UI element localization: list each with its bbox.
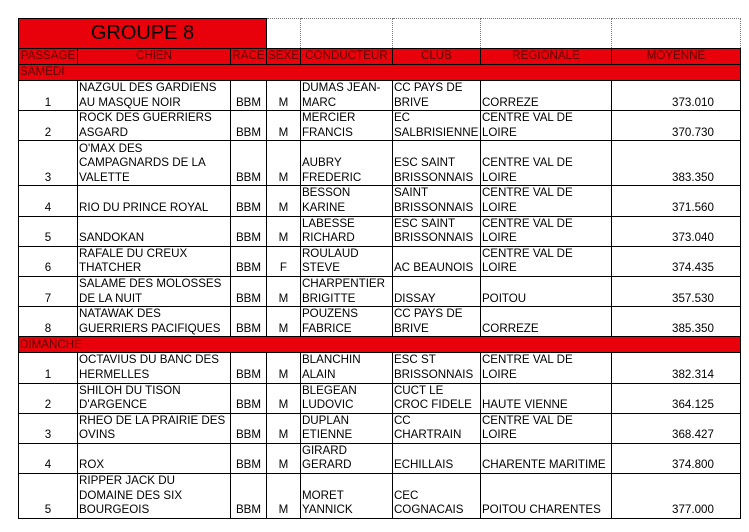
blank-cell xyxy=(480,19,611,49)
conducteur-cell: CHARPENTIER BRIGITTE xyxy=(300,276,392,306)
race-cell: BBM xyxy=(231,141,267,186)
moyenne-cell: 382.314 xyxy=(611,353,740,383)
group-title: GROUPE 8 xyxy=(19,19,267,49)
header-race: RACE xyxy=(231,49,267,65)
race-cell: BBM xyxy=(231,383,267,413)
conducteur-cell: DUMAS JEAN-MARC xyxy=(300,81,392,111)
conducteur-cell: BLEGEAN LUDOVIC xyxy=(300,383,392,413)
sexe-cell: M xyxy=(267,186,301,216)
sexe-cell: M xyxy=(267,413,301,443)
club-cell: SAINT BRISSONNAIS xyxy=(392,186,480,216)
passage-cell: 2 xyxy=(19,111,78,141)
day-section-row xyxy=(19,337,741,353)
header-conducteur: CONDUCTEUR xyxy=(300,49,392,65)
regionale-cell: CENTRE VAL DE LOIRE xyxy=(480,353,611,383)
title-row xyxy=(19,19,741,49)
moyenne-cell: 373.010 xyxy=(611,81,740,111)
blank-cell xyxy=(611,19,740,49)
club-cell: DISSAY xyxy=(392,276,480,306)
regionale-cell: POITOU CHARENTES xyxy=(480,474,611,519)
race-cell: BBM xyxy=(231,443,267,473)
table-row xyxy=(19,307,741,337)
conducteur-cell: MERCIER FRANCIS xyxy=(300,111,392,141)
table-row xyxy=(19,443,741,473)
sexe-cell: M xyxy=(267,474,301,519)
club-cell: AC BEAUNOIS xyxy=(392,246,480,276)
regionale-cell: CENTRE VAL DE LOIRE xyxy=(480,141,611,186)
table-row xyxy=(19,186,741,216)
regionale-cell: CHARENTE MARITIME xyxy=(480,443,611,473)
race-cell: BBM xyxy=(231,246,267,276)
sexe-cell: M xyxy=(267,111,301,141)
sexe-cell: M xyxy=(267,353,301,383)
club-cell: CC PAYS DE BRIVE xyxy=(392,81,480,111)
club-cell: CC CHARTRAIN xyxy=(392,413,480,443)
sexe-cell: M xyxy=(267,276,301,306)
club-cell: ECHILLAIS xyxy=(392,443,480,473)
moyenne-cell: 374.435 xyxy=(611,246,740,276)
passage-cell: 2 xyxy=(19,383,78,413)
sexe-cell: M xyxy=(267,141,301,186)
header-club: CLUB xyxy=(392,49,480,65)
table-row xyxy=(19,111,741,141)
race-cell: BBM xyxy=(231,81,267,111)
race-cell: BBM xyxy=(231,276,267,306)
club-cell: EC SALBRISIENNE xyxy=(392,111,480,141)
race-cell: BBM xyxy=(231,186,267,216)
chien-cell: RHEO DE LA PRAIRIE DES OVINS xyxy=(78,413,231,443)
passage-cell: 1 xyxy=(19,81,78,111)
moyenne-cell: 370.730 xyxy=(611,111,740,141)
header-passage: PASSAGE xyxy=(19,49,78,65)
chien-cell: RIPPER JACK DU DOMAINE DES SIX BOURGEOIS xyxy=(78,474,231,519)
chien-cell: OCTAVIUS DU BANC DES HERMELLES xyxy=(78,353,231,383)
header-sexe: SEXE xyxy=(267,49,301,65)
club-cell: CEC COGNACAIS xyxy=(392,474,480,519)
race-cell: BBM xyxy=(231,216,267,246)
conducteur-cell: BESSON KARINE xyxy=(300,186,392,216)
header-moyenne: MOYENNE xyxy=(611,49,740,65)
conducteur-cell: POUZENS FABRICE xyxy=(300,307,392,337)
chien-cell: SHILOH DU TISON D'ARGENCE xyxy=(78,383,231,413)
moyenne-cell: 368.427 xyxy=(611,413,740,443)
club-cell: CC PAYS DE BRIVE xyxy=(392,307,480,337)
race-cell: BBM xyxy=(231,307,267,337)
conducteur-cell: DUPLAN ETIENNE xyxy=(300,413,392,443)
moyenne-cell: 383.350 xyxy=(611,141,740,186)
header-regionale: REGIONALE xyxy=(480,49,611,65)
day-label: DIMANCHE xyxy=(19,337,741,353)
chien-cell: SALAME DES MOLOSSES DE LA NUIT xyxy=(78,276,231,306)
regionale-cell: CORREZE xyxy=(480,307,611,337)
passage-cell: 1 xyxy=(19,353,78,383)
moyenne-cell: 371.560 xyxy=(611,186,740,216)
header-row xyxy=(19,49,741,65)
race-cell: BBM xyxy=(231,474,267,519)
chien-cell: SANDOKAN xyxy=(78,216,231,246)
day-section-row xyxy=(19,65,741,81)
conducteur-cell: MORET YANNICK xyxy=(300,474,392,519)
sexe-cell: M xyxy=(267,383,301,413)
day-label: SAMEDI xyxy=(19,65,741,81)
club-cell: ESC SAINT BRISSONNAIS xyxy=(392,216,480,246)
regionale-cell: HAUTE VIENNE xyxy=(480,383,611,413)
table-row xyxy=(19,141,741,186)
passage-cell: 7 xyxy=(19,276,78,306)
moyenne-cell: 373.040 xyxy=(611,216,740,246)
chien-cell: RAFALE DU CREUX THATCHER xyxy=(78,246,231,276)
club-cell: CUCT LE CROC FIDELE xyxy=(392,383,480,413)
chien-cell: ROX xyxy=(78,443,231,473)
blank-cell xyxy=(392,19,480,49)
table-row xyxy=(19,81,741,111)
blank-cell xyxy=(300,19,392,49)
table-row xyxy=(19,474,741,519)
race-cell: BBM xyxy=(231,353,267,383)
table-row xyxy=(19,216,741,246)
regionale-cell: CENTRE VAL DE LOIRE xyxy=(480,413,611,443)
moyenne-cell: 377.000 xyxy=(611,474,740,519)
moyenne-cell: 357.530 xyxy=(611,276,740,306)
moyenne-cell: 385.350 xyxy=(611,307,740,337)
conducteur-cell: BLANCHIN ALAIN xyxy=(300,353,392,383)
sexe-cell: M xyxy=(267,216,301,246)
conducteur-cell: ROULAUD STEVE xyxy=(300,246,392,276)
chien-cell: NAZGUL DES GARDIENS AU MASQUE NOIR xyxy=(78,81,231,111)
race-cell: BBM xyxy=(231,413,267,443)
regionale-cell: CENTRE VAL DE LOIRE xyxy=(480,246,611,276)
regionale-cell: CENTRE VAL DE LOIRE xyxy=(480,216,611,246)
table-row xyxy=(19,246,741,276)
table-row xyxy=(19,353,741,383)
moyenne-cell: 364.125 xyxy=(611,383,740,413)
conducteur-cell: AUBRY FREDERIC xyxy=(300,141,392,186)
passage-cell: 6 xyxy=(19,246,78,276)
club-cell: ESC ST BRISSONNAIS xyxy=(392,353,480,383)
sexe-cell: M xyxy=(267,443,301,473)
results-table-body xyxy=(19,19,741,519)
table-row xyxy=(19,413,741,443)
conducteur-cell: GIRARD GERARD xyxy=(300,443,392,473)
chien-cell: ROCK DES GUERRIERS ASGARD xyxy=(78,111,231,141)
regionale-cell: POITOU xyxy=(480,276,611,306)
sexe-cell: M xyxy=(267,81,301,111)
passage-cell: 8 xyxy=(19,307,78,337)
sexe-cell: M xyxy=(267,307,301,337)
chien-cell: RIO DU PRINCE ROYAL xyxy=(78,186,231,216)
passage-cell: 5 xyxy=(19,474,78,519)
regionale-cell: CORREZE xyxy=(480,81,611,111)
regionale-cell: CENTRE VAL DE LOIRE xyxy=(480,111,611,141)
conducteur-cell: LABESSE RICHARD xyxy=(300,216,392,246)
table-row xyxy=(19,276,741,306)
passage-cell: 3 xyxy=(19,413,78,443)
header-chien: CHIEN xyxy=(78,49,231,65)
moyenne-cell: 374.800 xyxy=(611,443,740,473)
regionale-cell: CENTRE VAL DE LOIRE xyxy=(480,186,611,216)
passage-cell: 4 xyxy=(19,443,78,473)
sexe-cell: F xyxy=(267,246,301,276)
passage-cell: 5 xyxy=(19,216,78,246)
passage-cell: 3 xyxy=(19,141,78,186)
chien-cell: NATAWAK DES GUERRIERS PACIFIQUES xyxy=(78,307,231,337)
race-cell: BBM xyxy=(231,111,267,141)
table-row xyxy=(19,383,741,413)
results-table xyxy=(18,18,741,519)
blank-cell xyxy=(267,19,301,49)
chien-cell: O'MAX DES CAMPAGNARDS DE LA VALETTE xyxy=(78,141,231,186)
passage-cell: 4 xyxy=(19,186,78,216)
club-cell: ESC SAINT BRISSONNAIS xyxy=(392,141,480,186)
